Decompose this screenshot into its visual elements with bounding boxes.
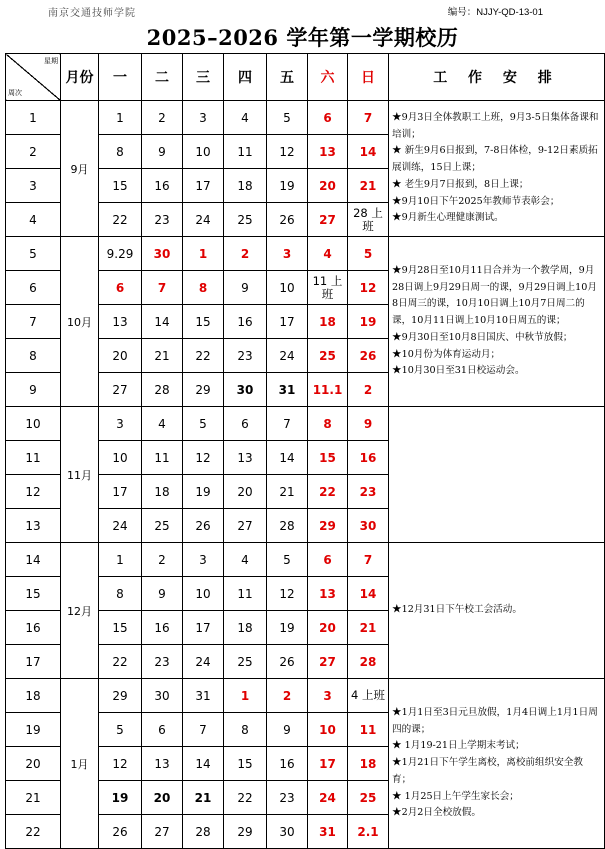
day-cell: 4	[142, 407, 183, 441]
day-cell: 6	[308, 101, 348, 135]
day-cell: 30	[142, 679, 183, 713]
day-cell: 11	[142, 441, 183, 475]
day-cell: 19	[348, 305, 389, 339]
day-cell: 24	[183, 203, 224, 237]
day-cell: 18	[224, 611, 267, 645]
day-cell: 15	[183, 305, 224, 339]
day-cell: 31	[183, 679, 224, 713]
week-number: 14	[6, 543, 61, 577]
day-cell: 1	[224, 679, 267, 713]
day-cell: 5	[348, 237, 389, 271]
day-cell: 24	[308, 781, 348, 815]
day-cell: 17	[183, 169, 224, 203]
week-number: 17	[6, 645, 61, 679]
note-item: ★9月新生心理健康测试。	[392, 212, 504, 224]
note-item: ★ 1月25日上午学生家长会；	[392, 790, 519, 802]
day-cell: 8	[183, 271, 224, 305]
day-cell: 28	[142, 373, 183, 407]
day-cell: 23	[267, 781, 308, 815]
day-cell: 26	[348, 339, 389, 373]
day-cell: 6	[142, 713, 183, 747]
day-cell: 12	[267, 135, 308, 169]
day-cell: 16	[142, 169, 183, 203]
week-number: 5	[6, 237, 61, 271]
school-name: 南京交通技师学院	[48, 8, 136, 19]
day-cell: 15	[99, 611, 142, 645]
week-number: 1	[6, 101, 61, 135]
corner-cell	[6, 54, 61, 101]
day-cell: 9	[142, 577, 183, 611]
day-cell: 22	[183, 339, 224, 373]
day-cell: 26	[267, 203, 308, 237]
day-cell: 19	[267, 611, 308, 645]
day-cell: 30	[267, 815, 308, 849]
week-number: 6	[6, 271, 61, 305]
day-cell: 18	[142, 475, 183, 509]
day-cell: 18	[224, 169, 267, 203]
day-cell: 10	[183, 135, 224, 169]
day-cell: 6	[308, 543, 348, 577]
day-cell: 28	[183, 815, 224, 849]
day-cell: 27	[308, 203, 348, 237]
day-header-tue: 二	[142, 54, 183, 101]
day-cell: 13	[308, 577, 348, 611]
day-cell: 11	[224, 135, 267, 169]
day-cell: 25	[142, 509, 183, 543]
month-cell: 1月	[61, 679, 99, 849]
day-cell: 18	[348, 747, 389, 781]
day-cell: 20	[99, 339, 142, 373]
day-cell: 23	[142, 203, 183, 237]
day-cell: 12	[183, 441, 224, 475]
day-cell: 4	[224, 101, 267, 135]
day-cell: 2.1	[348, 815, 389, 849]
day-cell: 15	[308, 441, 348, 475]
note-item: ★10月30日至31日校运动会。	[392, 365, 525, 377]
day-cell: 10	[308, 713, 348, 747]
day-cell: 22	[308, 475, 348, 509]
week-number: 16	[6, 611, 61, 645]
day-cell: 10	[99, 441, 142, 475]
day-cell: 18	[308, 305, 348, 339]
day-cell: 9	[267, 713, 308, 747]
week-number: 15	[6, 577, 61, 611]
day-cell: 20	[224, 475, 267, 509]
day-cell: 28	[267, 509, 308, 543]
day-cell: 2	[348, 373, 389, 407]
day-cell: 13	[308, 135, 348, 169]
day-cell: 24	[183, 645, 224, 679]
calendar-body	[6, 101, 605, 849]
day-cell: 3	[99, 407, 142, 441]
day-cell: 17	[267, 305, 308, 339]
day-header-mon: 一	[99, 54, 142, 101]
work-notes-nov	[389, 407, 605, 543]
day-cell: 8	[308, 407, 348, 441]
day-cell: 3	[308, 679, 348, 713]
note-item: ★ 新生9月6日报到，7-8日体检，9-12日素质拓展训练，15日上课；	[392, 145, 598, 174]
week-number: 18	[6, 679, 61, 713]
day-cell: 30	[142, 237, 183, 271]
day-cell: 11	[348, 713, 389, 747]
day-cell: 22	[99, 645, 142, 679]
day-cell: 16	[348, 441, 389, 475]
document-header	[0, 4, 605, 22]
note-item: ★9月3日全体教职工上班，9月3-5日集体备课和培训；	[392, 111, 599, 140]
table-row	[6, 237, 605, 271]
day-cell: 12	[267, 577, 308, 611]
day-cell: 12	[99, 747, 142, 781]
note-item: ★12月31日下午校工会活动。	[392, 604, 522, 616]
day-cell: 19	[99, 781, 142, 815]
day-cell: 22	[99, 203, 142, 237]
day-cell: 28 上班	[348, 203, 389, 237]
work-notes-oct	[389, 237, 605, 407]
day-cell: 22	[224, 781, 267, 815]
day-cell: 5	[99, 713, 142, 747]
note-item: ★1月21日下午学生离校，离校前组织安全教育；	[392, 757, 583, 785]
day-cell: 14	[348, 135, 389, 169]
day-cell: 17	[308, 747, 348, 781]
day-cell: 13	[224, 441, 267, 475]
day-cell: 13	[142, 747, 183, 781]
day-cell: 2	[224, 237, 267, 271]
day-cell: 19	[183, 475, 224, 509]
day-cell: 23	[224, 339, 267, 373]
week-number: 19	[6, 713, 61, 747]
day-cell: 15	[224, 747, 267, 781]
table-row	[6, 407, 605, 441]
month-cell: 10月	[61, 237, 99, 407]
work-notes-jan	[389, 679, 605, 849]
day-header-sat: 六	[308, 54, 348, 101]
day-cell: 3	[267, 237, 308, 271]
week-number: 10	[6, 407, 61, 441]
note-item: ★9月10日下午2025年教师节表彰会；	[392, 195, 560, 207]
school-calendar-table	[5, 53, 605, 849]
day-header-fri: 五	[267, 54, 308, 101]
day-cell: 31	[267, 373, 308, 407]
day-cell: 6	[224, 407, 267, 441]
day-cell: 30	[348, 509, 389, 543]
week-number: 2	[6, 135, 61, 169]
day-cell: 9	[348, 407, 389, 441]
day-cell: 1	[99, 543, 142, 577]
week-number: 22	[6, 815, 61, 849]
day-cell: 3	[183, 101, 224, 135]
week-number: 7	[6, 305, 61, 339]
day-cell: 1	[99, 101, 142, 135]
corner-week-label: 周次	[8, 89, 22, 97]
week-number: 12	[6, 475, 61, 509]
day-cell: 29	[99, 679, 142, 713]
week-number: 4	[6, 203, 61, 237]
day-cell: 23	[142, 645, 183, 679]
day-cell: 29	[224, 815, 267, 849]
day-cell: 21	[348, 169, 389, 203]
day-cell: 4	[224, 543, 267, 577]
day-cell: 30	[224, 373, 267, 407]
day-cell: 27	[142, 815, 183, 849]
day-cell: 5	[267, 543, 308, 577]
note-item: ★1月1日至3日元旦放假，1月4日调上1月1日周四的课；	[392, 706, 598, 735]
day-cell: 19	[267, 169, 308, 203]
day-cell: 27	[308, 645, 348, 679]
day-cell: 8	[224, 713, 267, 747]
week-number: 20	[6, 747, 61, 781]
note-item: ★9月28日至10月11日合并为一个教学周，9月28日调上9月29日周一的课，9月29日调上10月8日周三的课，10月10日调上10月7日周二的课，10月11日调上10月10日周五的课；	[392, 264, 597, 327]
day-cell: 25	[224, 203, 267, 237]
document-code: 编号：NJJY-QD-13-01	[447, 7, 543, 18]
day-cell: 16	[267, 747, 308, 781]
day-cell: 9	[224, 271, 267, 305]
day-cell: 21	[267, 475, 308, 509]
day-cell: 11.1	[308, 373, 348, 407]
work-notes-sep	[389, 101, 605, 237]
day-cell: 14	[267, 441, 308, 475]
day-cell: 21	[183, 781, 224, 815]
day-cell: 26	[183, 509, 224, 543]
day-cell: 7	[183, 713, 224, 747]
day-cell: 14	[348, 577, 389, 611]
week-number: 8	[6, 339, 61, 373]
table-header-row	[6, 54, 605, 101]
table-row	[6, 101, 605, 135]
day-cell: 8	[99, 577, 142, 611]
day-header-wed: 三	[183, 54, 224, 101]
day-cell: 16	[142, 611, 183, 645]
day-cell: 2	[142, 543, 183, 577]
day-cell: 10	[267, 271, 308, 305]
day-cell: 3	[183, 543, 224, 577]
day-cell: 2	[267, 679, 308, 713]
day-cell: 10	[183, 577, 224, 611]
week-number: 21	[6, 781, 61, 815]
day-cell: 11	[224, 577, 267, 611]
month-header: 月份	[61, 54, 99, 101]
day-cell: 27	[224, 509, 267, 543]
day-cell: 17	[99, 475, 142, 509]
day-cell: 25	[224, 645, 267, 679]
day-cell: 14	[142, 305, 183, 339]
day-cell: 20	[308, 169, 348, 203]
day-cell: 8	[99, 135, 142, 169]
table-row	[6, 679, 605, 713]
day-cell: 5	[183, 407, 224, 441]
day-cell: 25	[308, 339, 348, 373]
day-cell: 16	[224, 305, 267, 339]
work-notes-dec	[389, 543, 605, 679]
day-cell: 24	[267, 339, 308, 373]
day-cell: 17	[183, 611, 224, 645]
week-number: 13	[6, 509, 61, 543]
day-cell: 24	[99, 509, 142, 543]
day-cell: 21	[348, 611, 389, 645]
day-cell: 6	[99, 271, 142, 305]
day-cell: 29	[183, 373, 224, 407]
corner-weekday-label: 星期	[44, 57, 58, 65]
day-cell: 23	[348, 475, 389, 509]
week-number: 11	[6, 441, 61, 475]
day-cell: 7	[267, 407, 308, 441]
day-cell: 27	[99, 373, 142, 407]
day-cell: 9.29	[99, 237, 142, 271]
note-item: ★ 1月19-21日上学期末考试；	[392, 740, 525, 752]
day-cell: 11 上班	[308, 271, 348, 305]
note-item: ★ 老生9月7日报到，8日上课；	[392, 178, 529, 190]
day-cell: 4 上班	[348, 679, 389, 713]
day-cell: 29	[308, 509, 348, 543]
day-cell: 26	[99, 815, 142, 849]
day-cell: 7	[142, 271, 183, 305]
page-title: 2025–2026 学年第一学期校历	[146, 25, 459, 50]
day-cell: 4	[308, 237, 348, 271]
day-cell: 20	[308, 611, 348, 645]
day-cell: 31	[308, 815, 348, 849]
day-header-sun: 日	[348, 54, 389, 101]
day-cell: 20	[142, 781, 183, 815]
day-cell: 12	[348, 271, 389, 305]
day-cell: 28	[348, 645, 389, 679]
note-item: ★9月30日至10月8日国庆、中秋节放假；	[392, 331, 573, 343]
table-row	[6, 543, 605, 577]
month-cell: 11月	[61, 407, 99, 543]
month-cell: 9月	[61, 101, 99, 237]
day-cell: 1	[183, 237, 224, 271]
day-cell: 5	[267, 101, 308, 135]
day-cell: 7	[348, 543, 389, 577]
day-cell: 21	[142, 339, 183, 373]
day-cell: 15	[99, 169, 142, 203]
work-header: 工 作 安 排	[389, 54, 605, 101]
day-header-thu: 四	[224, 54, 267, 101]
week-number: 3	[6, 169, 61, 203]
note-item: ★2月2日全校放假。	[392, 807, 481, 819]
day-cell: 9	[142, 135, 183, 169]
day-cell: 13	[99, 305, 142, 339]
day-cell: 2	[142, 101, 183, 135]
month-cell: 12月	[61, 543, 99, 679]
note-item: ★10月份为体育运动月；	[392, 348, 501, 360]
day-cell: 26	[267, 645, 308, 679]
week-number: 9	[6, 373, 61, 407]
day-cell: 25	[348, 781, 389, 815]
day-cell: 7	[348, 101, 389, 135]
day-cell: 14	[183, 747, 224, 781]
